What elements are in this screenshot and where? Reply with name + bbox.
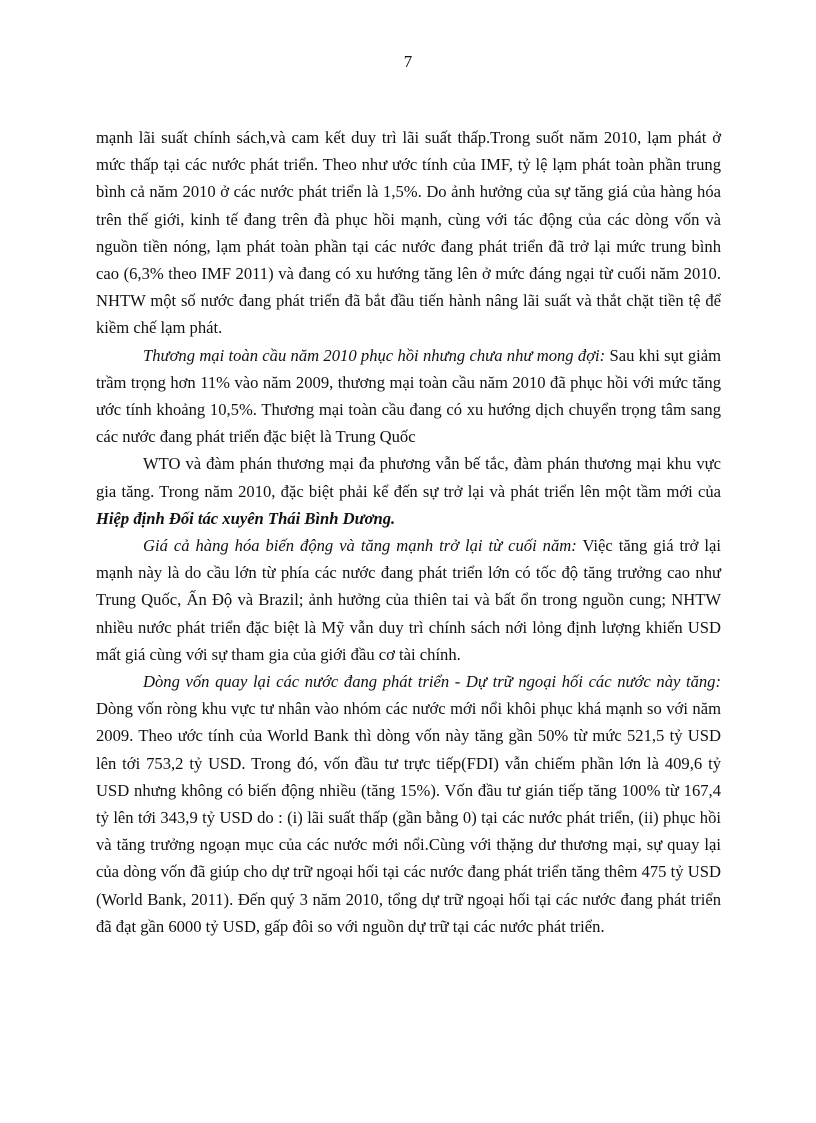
paragraph-text: WTO và đàm phán thương mại đa phương vẫn bế tắc, đàm phán thương mại khu vực gia tăng. Trong năm 2010, đặc biệt phải kể đến sự trở lại và phát triển lên một tầm mới của [96, 454, 721, 501]
paragraph-global-trade [96, 342, 721, 451]
paragraph-end: . [391, 508, 396, 528]
paragraph-text: Việc tăng giá trở lại mạnh này là do cầu lớn từ phía các nước đang phát triển lớn có tốc độ tăng trưởng cao như Trung Quốc, Ấn Độ và Brazil; ảnh hưởng của thiên tai và bất ổn trong nguồn cung; NHTW nhiều nước phát triển đặc biệt là Mỹ vẫn duy trì chính sách nới lỏng định lượng khiến USD mất giá cùng với sự tham gia của giới đầu cơ tài chính. [96, 536, 721, 664]
paragraph-commodity-prices [96, 532, 721, 668]
tpp-emphasis: Hiệp định Đối tác xuyên Thái Bình Dương [96, 508, 391, 528]
body-text [96, 124, 721, 940]
paragraph-wto [96, 450, 721, 532]
paragraph-text: Dòng vốn ròng khu vực tư nhân vào nhóm các nước mới nổi khôi phục khá mạnh so với năm 2009. Theo ước tính của World Bank thì dòng vốn này tăng gần 50% từ mức 521,5 tỷ USD lên tới 753,2 tỷ USD. Trong đó, vốn đầu tư trực tiếp(FDI) vẫn chiếm phần lớn là 409,6 tỷ USD nhưng không có biến động nhiều (tăng 15%). Vốn đầu tư gián tiếp tăng 100% từ 167,4 tỷ lên tới 343,9 tỷ USD do : (i) lãi suất thấp (gần bằng 0) tại các nước phát triển, (ii) phục hồi và tăng trưởng ngoạn mục của các nước mới nổi.Cùng với thặng dư thương mại, sự quay lại của dòng vốn đã giúp cho dự trữ ngoại hối tại các nước đang phát triển tăng thêm 475 tỷ USD (World Bank, 2011). Đến quý 3 năm 2010, tổng dự trữ ngoại hối tại các nước đang phát triển đã đạt gần 6000 tỷ USD, gấp đôi so với nguồn dự trữ tại các nước phát triển. [96, 699, 721, 936]
paragraph-inflation: mạnh lãi suất chính sách,và cam kết duy trì lãi suất thấp.Trong suốt năm 2010, lạm phát ở mức thấp tại các nước phát triển. Theo như ước tính của IMF, tỷ lệ lạm phát toàn phần trung bình cả năm 2010 ở các nước phát triển là 1,5%. Do ảnh hưởng của sự tăng giá của hàng hóa trên thế giới, kinh tế đang trên đà phục hồi mạnh, cùng với tác động của các dòng vốn và nguồn tiền nóng, lạm phát toàn phần tại các nước đang phát triển đã trở lại mức trung bình cao (6,3% theo IMF 2011) và đang có xu hướng tăng lên ở mức đáng ngại từ cuối năm 2010. NHTW một số nước đang phát triển đã bắt đầu tiến hành nâng lãi suất và thắt chặt tiền tệ để kiềm chế lạm phát. [96, 128, 721, 338]
paragraph-heading: Dòng vốn quay lại các nước đang phát triển - Dự trữ ngoại hối các nước này tăng: [143, 672, 721, 692]
paragraph-capital-flows [96, 668, 721, 940]
paragraph-text: Sau khi sụt giảm trầm trọng hơn 11% vào năm 2009, thương mại toàn cầu năm 2010 đã phục hồi với mức tăng ước tính khoảng 10,5%. Thương mại toàn cầu đang có xu hướng dịch chuyển trọng tâm sang các nước đang phát triển đặc biệt là Trung Quốc [96, 345, 722, 447]
paragraph-heading: Giá cả hàng hóa biến động và tăng mạnh trở lại từ cuối năm: [143, 536, 577, 556]
page-number: 7 [403, 52, 413, 71]
paragraph-heading: Thương mại toàn cầu năm 2010 phục hồi nhưng chưa như mong đợi: [143, 345, 606, 365]
